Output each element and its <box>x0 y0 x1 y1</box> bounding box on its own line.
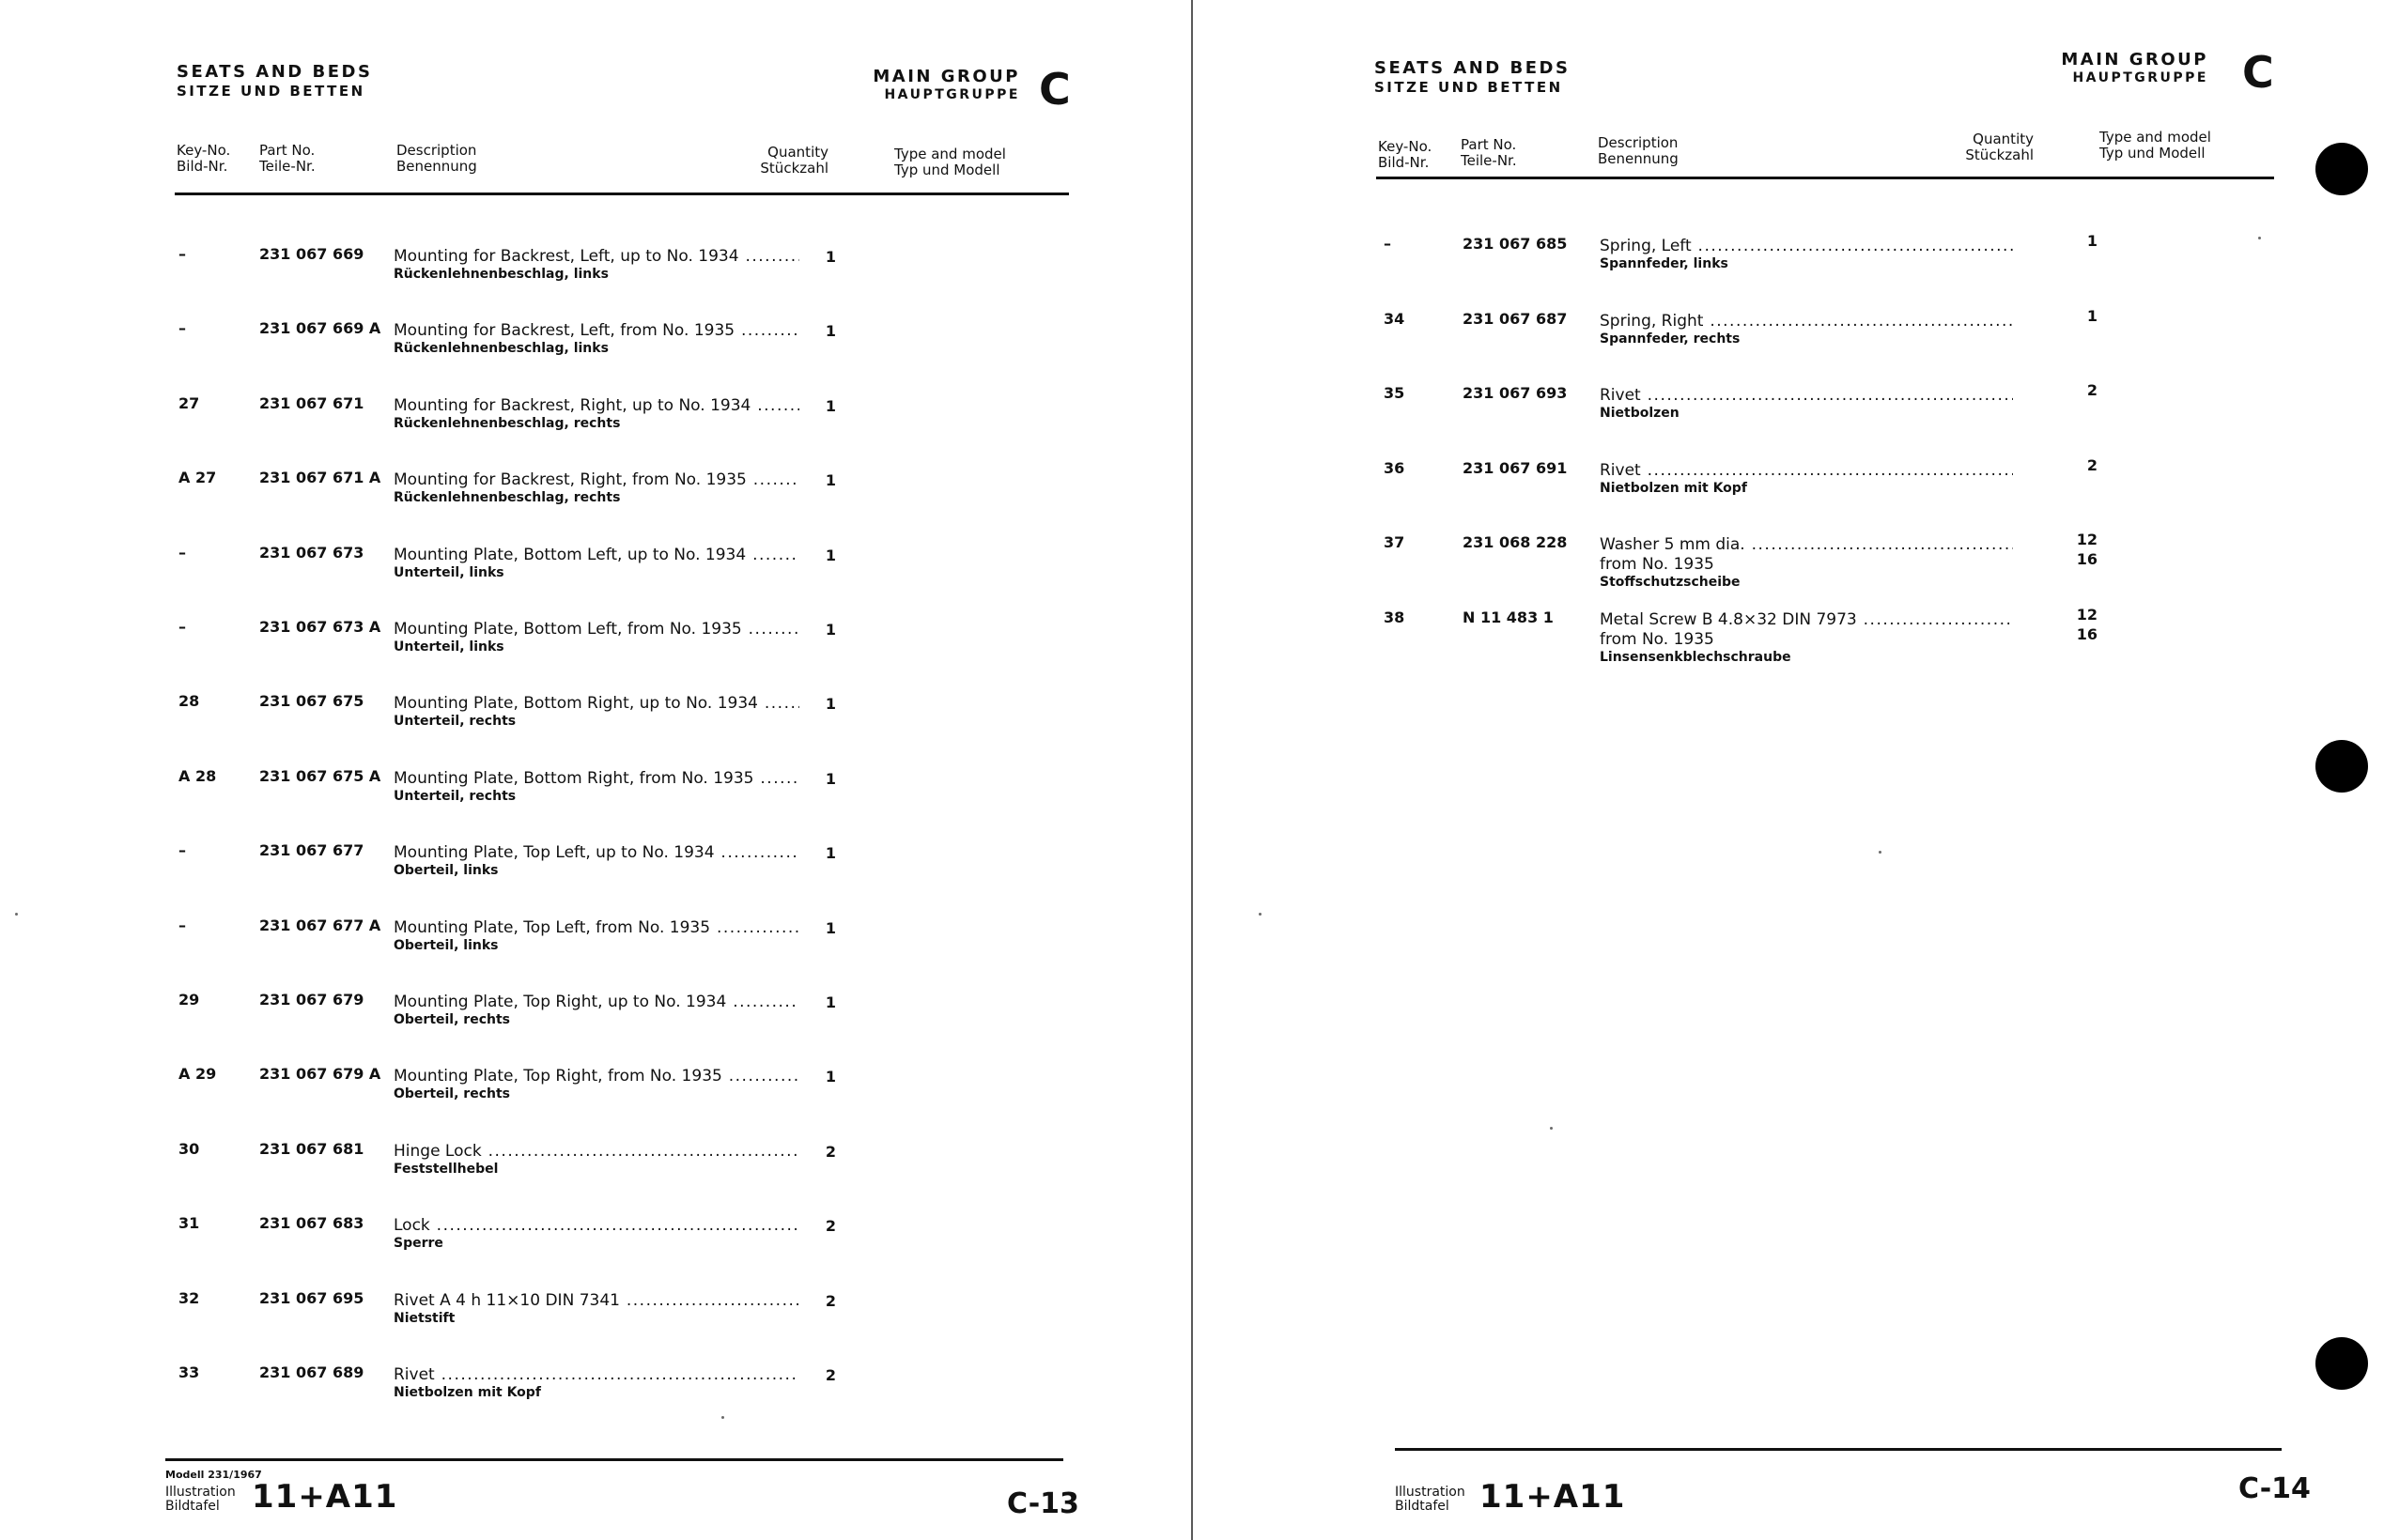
table-row <box>0 916 1191 973</box>
description-english: Hinge Lock ..... <box>394 1142 799 1162</box>
description-german: Rückenlehnenbeschlag, links <box>394 267 609 282</box>
part-description <box>1600 386 2013 422</box>
key-number: 29 <box>178 991 200 1009</box>
table-row <box>1198 608 2384 665</box>
footer-rule <box>165 1458 1063 1461</box>
part-description <box>394 769 799 805</box>
page-number: C-13 <box>1007 1487 1079 1520</box>
description-german: Unterteil, links <box>394 639 504 654</box>
key-number: – <box>178 319 186 338</box>
key-number: A 29 <box>178 1065 217 1084</box>
main-group-title: MAIN GROUP <box>2061 50 2208 69</box>
description-german: Spannfeder, rechts <box>1600 331 1741 346</box>
table-row <box>1198 381 2384 440</box>
part-description <box>394 321 799 357</box>
page-number: C-14 <box>2238 1472 2311 1505</box>
binder-hole <box>2315 143 2368 195</box>
table-row <box>1198 533 2384 590</box>
description-english: Mounting for Backrest, Left, from No. 1935 ..... <box>394 321 799 341</box>
key-number: A 27 <box>178 469 217 487</box>
table-row <box>0 1140 1191 1196</box>
column-header-description: Description Benennung <box>396 142 477 175</box>
description-german: Sperre <box>394 1236 443 1252</box>
scan-speck <box>1879 851 1881 854</box>
description-english: Mounting Plate, Top Left, up to No. 1934 ..... <box>394 843 799 863</box>
table-row <box>0 841 1191 898</box>
footer-rule <box>1395 1448 2282 1451</box>
quantity: 2 <box>825 1366 836 1384</box>
right-page <box>1198 0 2384 1540</box>
part-number: 231 067 675 A <box>259 766 381 785</box>
quantity: 1 <box>2086 306 2098 325</box>
description-english: Mounting Plate, Top Right, from No. 1935 ..... <box>394 1067 799 1086</box>
description-german: Rückenlehnenbeschlag, links <box>394 341 609 357</box>
description-english: Spring, Right ..... <box>1600 312 2013 331</box>
part-description <box>394 993 799 1028</box>
column-header-part: Part No. Teile-Nr. <box>259 142 316 175</box>
part-number: 231 067 669 A <box>259 319 381 338</box>
quantity: 1 <box>825 546 836 564</box>
key-number: 31 <box>178 1214 200 1233</box>
part-number: 231 067 673 <box>259 543 364 562</box>
quantity: 2 <box>2086 381 2098 400</box>
description-english: Mounting for Backrest, Right, from No. 1935 ..... <box>394 470 799 490</box>
key-number: 34 <box>1384 309 1405 328</box>
key-number: A 28 <box>178 766 217 785</box>
page-divider <box>1191 0 1193 1540</box>
quantity: 12 16 <box>2076 531 2098 569</box>
description-german: Unterteil, rechts <box>394 714 517 730</box>
key-number: 27 <box>178 393 200 412</box>
part-description <box>394 470 799 506</box>
column-header-type: Type and model Typ und Modell <box>894 146 1006 178</box>
key-number: 37 <box>1384 533 1405 552</box>
quantity: 2 <box>825 1142 836 1161</box>
table-row <box>0 319 1191 376</box>
footer-model: Modell 231/1967 <box>165 1469 262 1481</box>
column-header-description: Description Benennung <box>1598 134 1679 167</box>
quantity: 1 <box>825 471 836 490</box>
description-english: Rivet A 4 h 11×10 DIN 7341 ..... <box>394 1291 799 1311</box>
section-title: SEATS AND BEDS <box>1374 58 1571 78</box>
part-description <box>394 620 799 655</box>
part-number: 231 067 677 A <box>259 916 381 934</box>
part-description <box>394 694 799 730</box>
footer-illustration-label: Illustration Bildtafel <box>1395 1485 1465 1514</box>
part-number: 231 067 673 A <box>259 618 381 636</box>
part-description <box>1600 237 2013 272</box>
part-number: 231 067 695 <box>259 1288 364 1307</box>
part-description <box>394 396 799 432</box>
scan-speck <box>721 1416 724 1419</box>
key-number: 36 <box>1384 458 1405 477</box>
description-english: Rivet ..... <box>394 1365 799 1385</box>
part-number: 231 067 685 <box>1463 235 1568 253</box>
description-german: Nietbolzen <box>1600 406 1680 422</box>
quantity: 1 <box>825 248 836 266</box>
description-german: Rückenlehnenbeschlag, rechts <box>394 415 621 431</box>
table-row <box>0 618 1191 674</box>
table-row <box>0 1363 1191 1420</box>
description-german: Rückenlehnenbeschlag, rechts <box>394 490 621 506</box>
main-group-label <box>2015 51 2208 86</box>
part-description <box>394 1067 799 1102</box>
part-description <box>394 1142 799 1178</box>
part-number: 231 067 675 <box>259 692 364 711</box>
quantity: 1 <box>825 621 836 639</box>
main-group-title-german: HAUPTGRUPPE <box>884 87 1020 102</box>
part-number: 231 067 693 <box>1463 384 1568 403</box>
table-row <box>0 1214 1191 1270</box>
description-german: Nietbolzen mit Kopf <box>394 1385 541 1400</box>
main-group-letter: C <box>2242 47 2274 98</box>
main-group-title-german: HAUPTGRUPPE <box>2072 70 2208 85</box>
description-english: Metal Screw B 4.8×32 DIN 7973 ..... <box>1600 610 2013 630</box>
description-german: Oberteil, links <box>394 937 499 953</box>
section-title-german: SITZE UND BETTEN <box>177 83 365 100</box>
quantity: 2 <box>2086 455 2098 474</box>
quantity: 1 <box>2086 232 2098 250</box>
table-row <box>1198 306 2384 366</box>
quantity: 1 <box>825 1068 836 1086</box>
part-number: 231 067 681 <box>259 1139 364 1158</box>
quantity: 1 <box>825 695 836 714</box>
part-description <box>1600 535 2013 591</box>
part-number: 231 067 689 <box>259 1363 364 1381</box>
column-header-key: Key-No. Bild-Nr. <box>1378 138 1432 171</box>
part-number: 231 067 677 <box>259 841 364 860</box>
table-row <box>1198 232 2384 291</box>
description-english: Rivet ..... <box>1600 386 2013 406</box>
table-row <box>0 245 1191 301</box>
description-german: Oberteil, links <box>394 863 499 879</box>
illustration-number: 11+A11 <box>1479 1478 1626 1516</box>
table-row <box>0 544 1191 600</box>
column-header-key: Key-No. Bild-Nr. <box>177 142 231 175</box>
description-german: Feststellhebel <box>394 1161 499 1177</box>
key-number: 32 <box>178 1288 200 1307</box>
column-header-type: Type and model Typ und Modell <box>2099 129 2211 162</box>
key-number: – <box>178 618 186 636</box>
description-english: Mounting Plate, Top Right, up to No. 1934 ..... <box>394 993 799 1012</box>
main-group-title: MAIN GROUP <box>873 67 1020 86</box>
key-number: 35 <box>1384 384 1405 403</box>
left-page <box>0 0 1191 1540</box>
description-english: Washer 5 mm dia. ..... <box>1600 535 2013 555</box>
key-number: – <box>178 543 186 562</box>
description-english: Rivet ..... <box>1600 461 2013 481</box>
description-german: Unterteil, links <box>394 564 504 580</box>
quantity: 1 <box>825 769 836 788</box>
part-description <box>1600 461 2013 497</box>
column-header-quantity: Quantity Stückzahl <box>1965 131 2034 163</box>
binder-hole <box>2315 1337 2368 1390</box>
description-german: Nietstift <box>394 1310 456 1326</box>
part-number: N 11 483 1 <box>1463 608 1554 626</box>
part-description <box>1600 312 2013 347</box>
main-group-label <box>827 68 1020 103</box>
description-note: from No. 1935 <box>1600 630 1714 649</box>
key-number: – <box>1384 235 1391 253</box>
section-title-german: SITZE UND BETTEN <box>1374 79 1563 96</box>
description-english: Mounting Plate, Bottom Left, from No. 1935 ..... <box>394 620 799 639</box>
column-header-quantity: Quantity Stückzahl <box>760 144 828 177</box>
description-german: Oberteil, rechts <box>394 1012 510 1027</box>
part-description <box>394 1365 799 1401</box>
part-number: 231 067 679 A <box>259 1065 381 1084</box>
table-row <box>0 991 1191 1047</box>
description-english: Mounting Plate, Bottom Right, from No. 1935 ..... <box>394 769 799 789</box>
scan-speck <box>2258 237 2261 239</box>
part-description <box>394 918 799 954</box>
footer-illustration-label: Illustration Bildtafel <box>165 1485 236 1514</box>
quantity: 1 <box>825 918 836 937</box>
description-english: Mounting Plate, Top Left, from No. 1935 ..... <box>394 918 799 938</box>
table-row <box>0 394 1191 451</box>
part-description <box>1600 610 2013 666</box>
quantity: 12 16 <box>2076 606 2098 643</box>
scan-speck <box>1550 1127 1553 1130</box>
description-note: from No. 1935 <box>1600 555 1714 575</box>
description-german: Linsensenkblechschraube <box>1600 650 1791 665</box>
key-number: 33 <box>178 1363 200 1381</box>
key-number: 28 <box>178 692 200 711</box>
quantity: 2 <box>825 1291 836 1310</box>
table-row <box>0 767 1191 824</box>
quantity: 1 <box>825 396 836 415</box>
binder-hole <box>2315 740 2368 793</box>
section-title: SEATS AND BEDS <box>177 62 373 82</box>
description-english: Mounting for Backrest, Right, up to No. 1934 ..... <box>394 396 799 416</box>
description-german: Nietbolzen mit Kopf <box>1600 480 1747 496</box>
part-number: 231 067 679 <box>259 991 364 1009</box>
description-english: Spring, Left ..... <box>1600 237 2013 256</box>
header-rule <box>175 192 1069 195</box>
header-rule <box>1376 177 2274 179</box>
key-number: 38 <box>1384 608 1405 626</box>
part-number: 231 067 671 <box>259 393 364 412</box>
table-row <box>0 469 1191 525</box>
description-german: Unterteil, rechts <box>394 788 517 804</box>
description-german: Oberteil, rechts <box>394 1086 510 1102</box>
part-number: 231 067 687 <box>1463 309 1568 328</box>
key-number: – <box>178 245 186 263</box>
part-description <box>394 546 799 581</box>
quantity: 1 <box>825 993 836 1011</box>
key-number: 30 <box>178 1139 200 1158</box>
description-english: Lock ..... <box>394 1216 799 1236</box>
part-number: 231 068 228 <box>1463 533 1568 552</box>
column-header-part: Part No. Teile-Nr. <box>1461 136 1517 169</box>
quantity: 1 <box>825 844 836 863</box>
description-english: Mounting Plate, Bottom Right, up to No. 1934 ..... <box>394 694 799 714</box>
scan-speck <box>1259 913 1262 916</box>
key-number: – <box>178 841 186 860</box>
table-row <box>0 1065 1191 1121</box>
part-description <box>394 1216 799 1252</box>
part-description <box>394 1291 799 1327</box>
table-row <box>0 1289 1191 1346</box>
quantity: 1 <box>825 322 836 341</box>
part-description <box>394 843 799 879</box>
part-number: 231 067 683 <box>259 1214 364 1233</box>
part-number: 231 067 671 A <box>259 469 381 487</box>
part-number: 231 067 691 <box>1463 458 1568 477</box>
table-row <box>0 692 1191 748</box>
description-english: Mounting Plate, Bottom Left, up to No. 1934 ..... <box>394 546 799 565</box>
main-group-letter: C <box>1039 64 1071 115</box>
part-description <box>394 247 799 283</box>
quantity: 2 <box>825 1217 836 1236</box>
illustration-number: 11+A11 <box>252 1478 398 1516</box>
description-german: Spannfeder, links <box>1600 256 1728 271</box>
part-number: 231 067 669 <box>259 245 364 263</box>
scan-speck <box>15 913 18 916</box>
description-german: Stoffschutzscheibe <box>1600 575 1741 591</box>
table-row <box>1198 455 2384 516</box>
description-english: Mounting for Backrest, Left, up to No. 1934 ..... <box>394 247 799 267</box>
key-number: – <box>178 916 186 934</box>
